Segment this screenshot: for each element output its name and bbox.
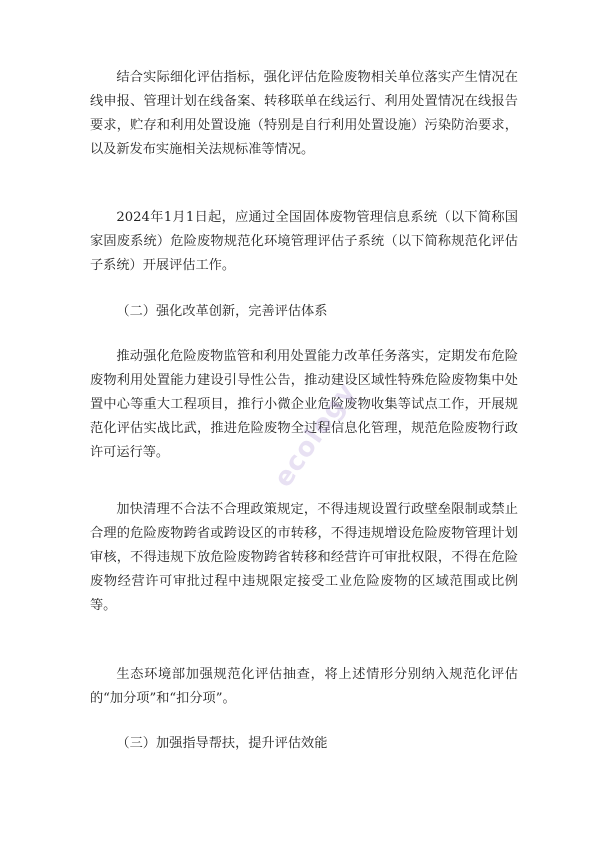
paragraph-reform-tasks: 推动强化危险废物监管和利用处置能力改革任务落实，定期发布危险废物利用处置能力建设引导性公告，推动建设区域性特殊危险废物集中处置中心等重大工程项目，推行小微企业危险废物收集等试点工作，开展规范化评估实战比武，推进危险废物全过程信息化管理，规范危险废物行政许可运行等。 bbox=[90, 349, 518, 460]
watermark: ecology bbox=[268, 377, 362, 493]
paragraph-spot-check: 生态环境部加强规范化评估抽查，将上述情形分别纳入规范化评估的“加分项”和“扣分项”。 bbox=[90, 667, 518, 706]
paragraph-assessment-indicators: 结合实际细化评估指标，强化评估危险废物相关单位落实产生情况在线申报、管理计划在线备案、转移联单在线运行、利用处置情况在线报告要求，贮存和利用处置设施（特别是自行利用处置设施）污染防治要求，以及新发布实施相关法规标准等情况。 bbox=[90, 70, 518, 157]
paragraph-assessment-system-date: 2024年1月1日起，应通过全国固体废物管理信息系统（以下简称国家固废系统）危险废物规范化环境管理评估子系统（以下简称规范化评估子系统）开展评估工作。 bbox=[90, 210, 518, 273]
paragraph-policy-cleanup: 加快清理不合法不合理政策规定，不得违规设置行政壁垒限制或禁止合理的危险废物跨省或跨设区的市转移，不得违规增设危险废物管理计划审核，不得违规下放危险废物跨省转移和经营许可审批权限，不得在危险废物经营许可审批过程中违规限定接受工业危险废物的区域范围或比例等。 bbox=[90, 502, 518, 613]
section-heading-guidance-support: （三）加强指导帮扶，提升评估效能 bbox=[116, 736, 328, 751]
section-heading-reform-innovation: （二）强化改革创新，完善评估体系 bbox=[116, 304, 328, 319]
